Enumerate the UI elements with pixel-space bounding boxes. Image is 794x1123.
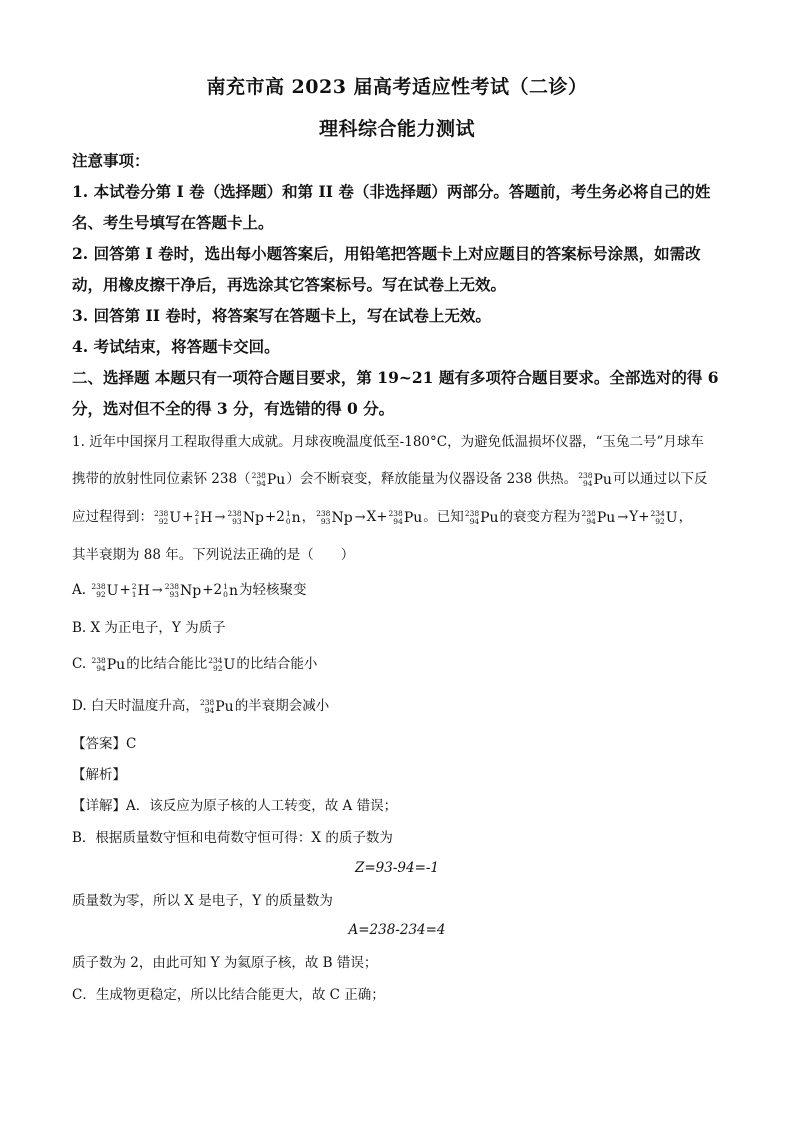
option-c: C. 238 94 Pu 的比结合能比 234 92 U 的比结合能小 xyxy=(72,655,318,673)
equation-z: Z=93-94=-1 xyxy=(354,860,440,876)
detail-line-2: B．根据质量数守恒和电荷数守恒可得：X 的质子数为 xyxy=(72,830,393,846)
detail-line-4: 质子数为 2，由此可知 Y 为氦原子核，故 B 错误； xyxy=(72,955,378,971)
detail-line-5: C．生成物更稳定，所以比结合能更大，故 C 正确； xyxy=(72,987,385,1003)
np238-nuclide: 238 93 Np xyxy=(227,508,264,526)
u238-nuclide: 238 92 U xyxy=(91,581,119,599)
pu238-nuclide: 238 94 Pu xyxy=(388,508,423,526)
u234-nuclide: 234 92 U xyxy=(650,508,678,526)
answer-value: C xyxy=(126,736,137,752)
pu238-nuclide: 238 94 Pu xyxy=(578,470,612,488)
notes-item-2-line-2: 动，用橡皮擦干净后，再选涂其它答案标号。写在试卷上无效。 xyxy=(72,275,507,294)
u234-nuclide: 234 92 U xyxy=(208,655,236,673)
document-title: 南充市高 2023 届高考适应性考试（二诊） xyxy=(206,76,588,98)
deuteron-nuclide: 2 1 H xyxy=(131,581,150,599)
section-heading-line-2: 分，选对但不全的得 3 分，有选错的得 0 分。 xyxy=(72,399,395,418)
notes-item-1-line-1: 1. 本试卷分第 I 卷（选择题）和第 II 卷（非选择题）两部分。答题前，考生务必将自己的姓 xyxy=(72,182,711,201)
pu238-nuclide: 238 94 Pu xyxy=(581,508,616,526)
option-b: B. X 为正电子，Y 为质子 xyxy=(72,620,226,636)
option-d: D. 白天时温度升高， 238 94 Pu 的半衰期会减小 xyxy=(72,697,330,715)
notes-item-1-line-2: 名、考生号填写在答题卡上。 xyxy=(72,213,274,232)
pu238-nuclide: 238 94 Pu xyxy=(199,697,234,715)
notes-item-2-line-1: 2. 回答第 I 卷时，选出每小题答案后，用铅笔把答题卡上对应题目的答案标号涂黑，如需改 xyxy=(72,244,701,263)
notes-heading: 注意事项： xyxy=(72,151,150,170)
document-subtitle: 理科综合能力测试 xyxy=(318,118,475,140)
arrow-icon: → xyxy=(617,510,629,525)
answer-label: 【答案】 xyxy=(72,736,126,752)
deuteron-nuclide: 2 1 H xyxy=(194,508,213,526)
question-line-2: 携带的放射性同位素钚 238（ 238 94 Pu ）会不断衰变，释放能量为仪器设备 238 供热。 238 94 Pu 可以通过以下反 xyxy=(72,470,708,488)
detail-line-1: 【详解】A．该反应为原子核的人工转变，故 A 错误； xyxy=(72,798,398,814)
question-line-1: 1. 近年中国探月工程取得重大成就。月球夜晚温度低至-180°C，为避免低温损坏仪器，“玉兔二号”月球车 xyxy=(72,434,704,450)
notes-item-4: 4. 考试结束，将答题卡交回。 xyxy=(72,337,280,356)
answer-line xyxy=(72,734,732,754)
neutron-nuclide: 1 0 n xyxy=(223,581,238,599)
section-heading-line-1: 二、选择题 本题只有一项符合题目要求，第 19~21 题有多项符合题目要求。全部选对的得 6 xyxy=(72,368,719,387)
arrow-icon: → xyxy=(354,510,366,525)
analysis-label: 【解析】 xyxy=(72,767,126,783)
neutron-nuclide: 1 0 n xyxy=(285,508,301,526)
u238-nuclide: 238 92 U xyxy=(154,508,182,526)
pu238-nuclide: 238 94 Pu xyxy=(464,508,499,526)
question-line-4: 其半衰期为 88 年。下列说法正确的是（ ） xyxy=(72,547,355,563)
np238-nuclide: 238 93 Np xyxy=(316,508,353,526)
notes-item-3: 3. 回答第 II 卷时，将答案写在答题卡上，写在试卷上无效。 xyxy=(72,306,491,325)
arrow-icon: → xyxy=(214,510,226,525)
question-line-3: 应过程得到： 238 92 U + 2 1 H → 238 93 Np +2 1 0 n ， 238 93 Np →X+ 238 94 Pu 。已知 238 94 Pu 的衰变方程为 238 94 Pu →Y+ 234 92 U ， xyxy=(72,508,693,526)
pu238-nuclide: 238 94 Pu xyxy=(251,470,286,488)
equation-a: A=238-234=4 xyxy=(348,922,446,938)
arrow-icon: → xyxy=(151,583,163,598)
np238-nuclide: 238 93 Np xyxy=(164,581,202,599)
option-a: A. 238 92 U + 2 1 H → 238 93 Np +2 1 0 n 为轻核聚变 xyxy=(72,581,307,599)
pu238-nuclide: 238 94 Pu xyxy=(91,655,126,673)
detail-line-3: 质量数为零，所以 X 是电子，Y 的质量数为 xyxy=(72,893,333,909)
